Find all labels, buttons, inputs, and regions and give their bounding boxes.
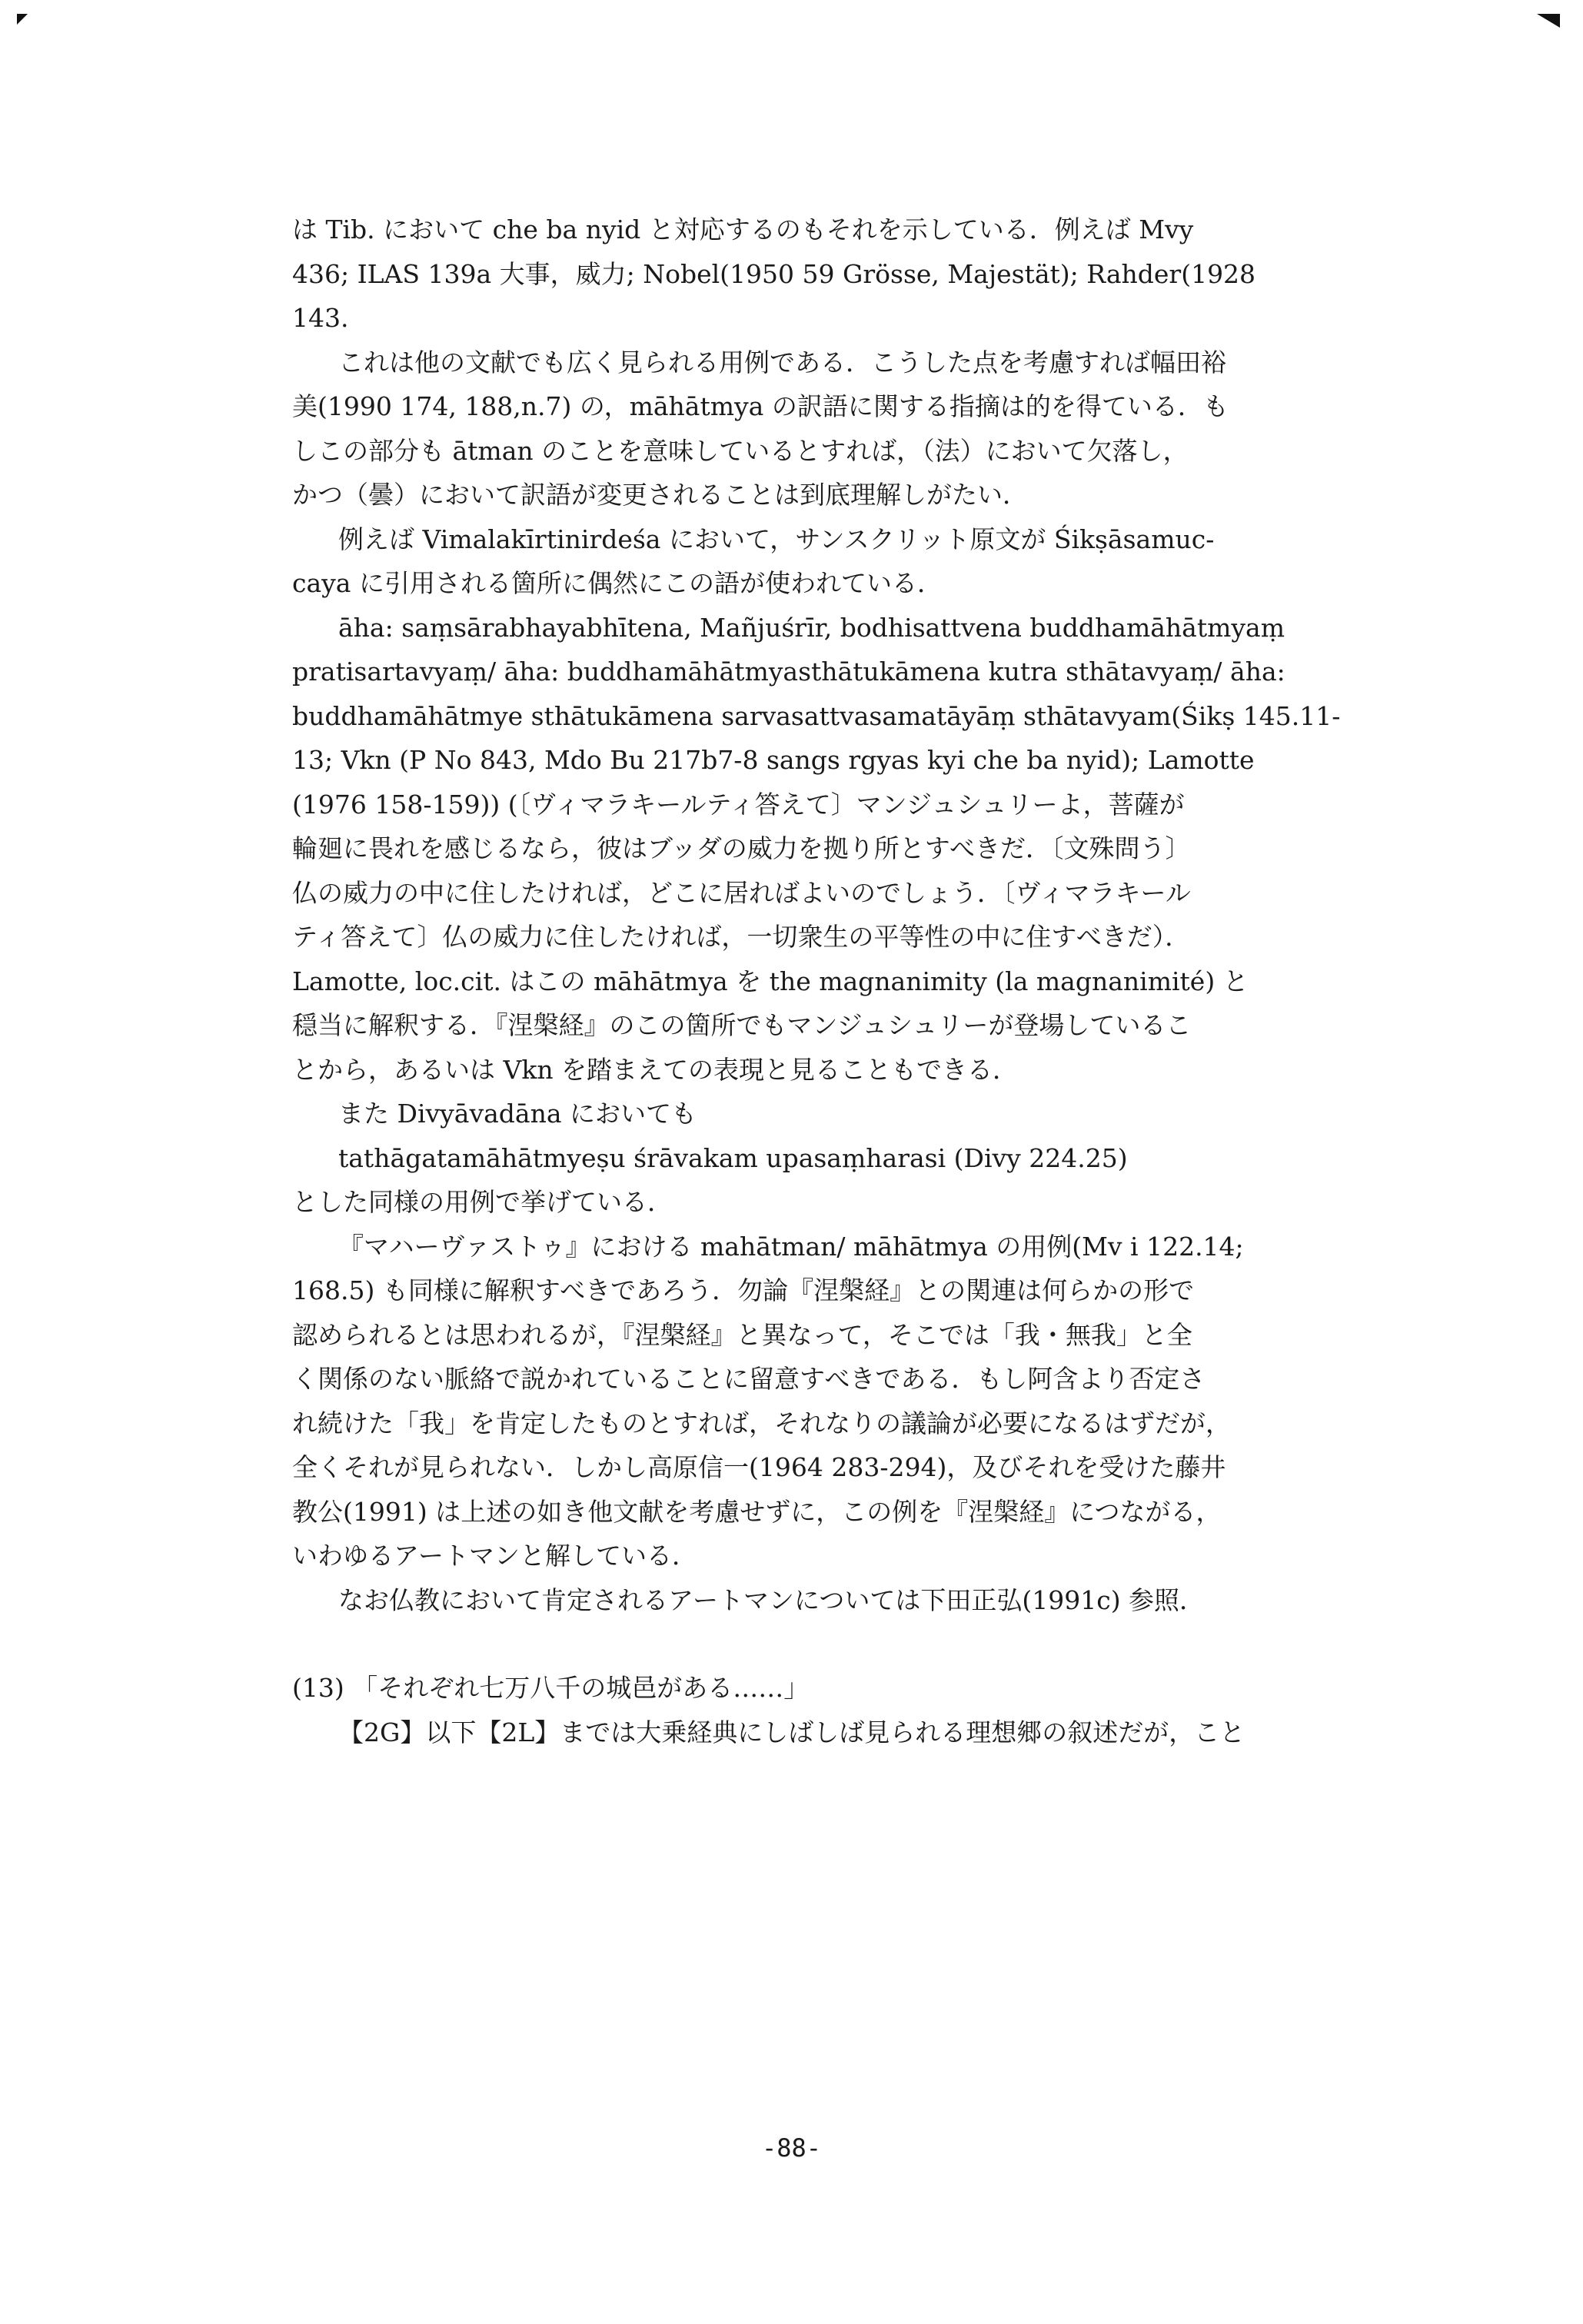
text-line: とした同様の用例で挙げている． <box>292 1187 673 1217</box>
text-line: ティ答えて〕仏の威力に住したければ，一切衆生の平等性の中に住すべきだ）． <box>292 922 1191 952</box>
text-line: 『マハーヴァストゥ』における mahātman/ māhātmya の用例(Mv i 122.14; <box>338 1231 1244 1262</box>
text-line: かつ（曇）において訳語が変更されることは到底理解しがたい． <box>292 480 1028 510</box>
text-line: 認められるとは思われるが，『涅槃経』と異なって，そこでは「我・無我」と全 <box>292 1319 1192 1350</box>
text-line: 美(1990 174, 188,n.7) の，māhātmya の訳語に関する指摘は的を得ている．も <box>292 391 1229 421</box>
text-line: なお仏教において肯定されるアートマンについては下田正弘(1991c) 参照． <box>338 1584 1206 1615</box>
text-line: とから，あるいは Vkn を踏まえての表現と見ることもできる． <box>292 1054 1019 1085</box>
text-line: これは他の文献でも広く見られる用例である．こうした点を考慮すれば幅田裕 <box>338 347 1226 377</box>
sanskrit-quote-line: pratisartavyaṃ/ āha: buddhamāhātmyasthātukāmena kutra sthātavyaṃ/ āha: <box>292 657 1285 687</box>
page-body <box>292 208 1461 1754</box>
text-line: 143. <box>292 303 349 333</box>
footnote-heading: (13) 「それぞれ七万八千の城邑がある……」 <box>292 1673 810 1703</box>
scan-corner-mark-left <box>17 14 28 25</box>
sanskrit-quote-line: buddhamāhātmye sthātukāmena sarvasattvasamatāyāṃ sthātavyam(Śikṣ 145.11- <box>292 700 1341 731</box>
text-line: 全くそれが見られない．しかし高原信一(1964 283-294)，及びそれを受けた藤井 <box>292 1452 1226 1482</box>
text-line: 【2G】以下【2L】までは大乗経典にしばしば見られる理想郷の叙述だが，こと <box>338 1717 1245 1747</box>
page-number: -88- <box>761 2133 822 2163</box>
text-line: れ続けた「我」を肯定したものとすれば，それなりの議論が必要になるはずだが， <box>292 1408 1231 1438</box>
scan-corner-mark-right <box>1537 14 1560 28</box>
text-line: 教公(1991) は上述の如き他文献を考慮せずに，この例を『涅槃経』につながる， <box>292 1496 1222 1527</box>
text-line: は Tib. において che ba nyid と対応するのもそれを示している．例えば Mvy <box>292 214 1194 244</box>
text-line: 輪廻に畏れを感じるなら，彼はブッダの威力を拠り所とすべきだ．〔文殊問う〕 <box>292 833 1191 863</box>
sanskrit-quote-line: āha: saṃsārabhayabhītena, Mañjuśrīr, bodhisattvena buddhamāhātmyaṃ <box>338 612 1285 643</box>
sanskrit-quote-line: tathāgatamāhātmyeṣu śrāvakam upasaṃharasi (Divy 224.25) <box>338 1142 1128 1173</box>
text-line: しこの部分も ātman のことを意味しているとすれば，（法）において欠落し， <box>292 435 1189 466</box>
text-line: 仏の威力の中に住したければ，どこに居ればよいのでしょう．〔ヴィマラキール <box>292 877 1191 908</box>
text-line: (1976 158-159)) (〔ヴィマラキールティ答えて〕マンジュシュリーよ，菩薩が <box>292 789 1185 820</box>
text-line: 436; ILAS 139a 大事，威力; Nobel(1950 59 Grösse, Majestät); Rahder(1928 <box>292 258 1256 289</box>
text-line: 168.5) も同様に解釈すべきであろう．勿論『涅槃経』との関連は何らかの形で <box>292 1275 1195 1305</box>
text-line: いわゆるアートマンと解している． <box>292 1541 698 1571</box>
text-line: また Divyāvadāna においても <box>338 1099 697 1129</box>
text-line: 13; Vkn (P No 843, Mdo Bu 217b7-8 sangs rgyas kyi che ba nyid); Lamotte <box>292 745 1255 775</box>
text-line: 穏当に解釈する．『涅槃経』のこの箇所でもマンジュシュリーが登場しているこ <box>292 1010 1192 1040</box>
text-line: Lamotte, loc.cit. はこの māhātmya を the magnanimity (la magnanimité) と <box>292 966 1249 996</box>
text-line: く関係のない脈絡で説かれていることに留意すべきである．もし阿含より否定さ <box>292 1364 1206 1394</box>
text-line: 例えば Vimalakīrtinirdeśa において，サンスクリット原文が Śikṣāsamuc- <box>338 524 1215 554</box>
text-line: caya に引用される箇所に偶然にこの語が使われている． <box>292 568 943 598</box>
